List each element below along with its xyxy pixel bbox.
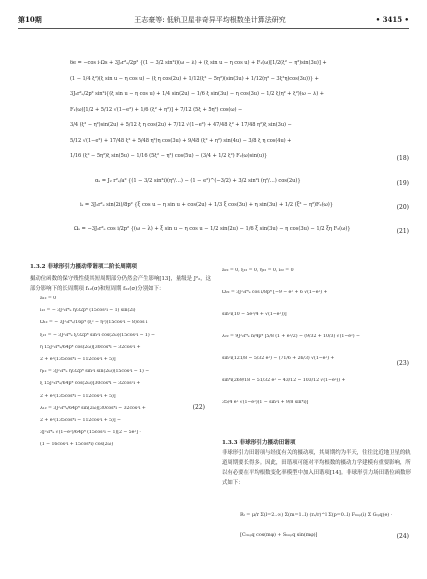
- left-eqs-line: η 15J²₂r⁴ₑ/64p⁴ cos(2ω)[30cos⁴i − 32cos²i +: [40, 344, 141, 350]
- equation-21: Ωₛ = −3J₂r²ₑ cos i/2p² {(ω − λ) + ξ sin u − η cos u − 1/2 sin(2u) − 1/6 ξ sin(3u) − η cos(3u) − 1/2 ξη F₂(ω)}: [74, 226, 351, 232]
- equation-number-24: (24): [396, 533, 409, 540]
- top-eqs-line: 1/16 (ξ² − 5η²)ξ sin(5u) − 1/16 (5ξ² − η²) cos(5u) − (3/4 + 1/2 ξ²) F₂(ω)sin(u)}: [70, 153, 268, 159]
- left-eqs-line: 2 + e²(135cos⁴i − 112cos²i + 5)] −: [40, 418, 121, 423]
- left-eqs-line: 3J²₂r⁴ₑ √(1−e²)/64p⁴ (15cos²i − 1)[2 − 5e²] ·: [40, 430, 141, 436]
- right-eqs-line: λ₂₂ = 9J²₂r⁴ₑ n/4p⁴ [5/8 (1 + e²/2) − (9/32 + 10/3) √(1−e²) −: [222, 334, 360, 339]
- right-eqs-line: sin⁴i(269/18 − 51/32 e² − 43/12 − 103/12 √(1−e²)) +: [222, 378, 346, 383]
- left-eqs-line: 2 + e²(135cos⁴i − 112cos²i + 5)]: [40, 393, 116, 399]
- running-title: 王志豪等: 低轨卫星非奇异平均根数坐计算法研究: [134, 16, 286, 24]
- left-eqs-line: η₁₂ = 3J²₂r⁴ₑ η/32p⁴ sin²i sin(2ω)(15cos²i − 1) −: [40, 369, 150, 375]
- top-eqs-line: 5/12 √(1−e²) + 17/48 ξ² + 5/48 η²)η cos(3u) + 9/48 (ξ² + η²) sin(4u) − 3/8 ξ η cos(4u) +: [70, 137, 292, 144]
- right-eqs-line: 35/4 e² √(1−e²)(1 − sin²i + 9/8 sin⁴i)]: [222, 400, 309, 405]
- equation-20: iₛ = 3J₂r²ₑ sin(2i)/8p² {ξ cos u − η sin u + cos(2u) + 1/3 ξ cos(3u) + η sin(3u) + 1/2 (ξ² − η²)F₂(ω)}: [80, 202, 333, 208]
- eq24-line: [Cₗₘₚq cos(mφ) + Sₗₘₚq sin(mφ)]: [240, 532, 318, 538]
- left-eqs-line: a₁₂ = 0: [40, 296, 57, 301]
- right-eqs-line: sin²i(10 − 5e²/4 + √(1−e²))]: [222, 312, 287, 317]
- top-eqs-line: F₁(ω)[1/2 + 5/12 √(1−e²) + 1/6 (ξ² + η²)] + 7/12 (5ξ + 5η²) cos(ω) −: [70, 106, 243, 113]
- section-heading-1-3-2: 1.3.2 非球形引力摄动带谐项二阶长周期项: [30, 264, 138, 270]
- equation-number-19: (19): [396, 180, 409, 187]
- header-rule: [18, 28, 409, 29]
- eq24-line: Rₜ = μ/r Σ(l=2..∞) Σ(m=1..l) (rₑ/r)^l Σ(p=0..l) Fₗₘₚ(i) Σ Gₗₚq(e) ·: [240, 512, 393, 518]
- left-eqs-line: 2 + e²(135cos⁴i − 112cos²i + 5)]: [40, 357, 116, 362]
- left-eqs-line: ξ 15J²₂r⁴ₑ/64p⁴ cos(2ω)[30cos⁴i − 32cos²i +: [40, 381, 141, 387]
- left-eqs-line: λ₁₂ = 3J²₂r⁴ₑ/64p⁴ sin(2ω)[30cos⁴i − 32cos²i +: [40, 405, 146, 411]
- right-eqs-line: sin²i(121/8 − 5/32 e²) − (71/6 + 26/3) √(1−e²) +: [222, 356, 335, 361]
- equation-number-21: (21): [396, 228, 409, 235]
- issue-number: 第10期: [18, 15, 42, 24]
- equation-number-18: (18): [396, 155, 409, 162]
- top-eqs-line: (1 − 1/4 ξ²)(ξ sin u − η cos u) − (ξ η cos(2u) + 1/12(ξ² − 5η²)(sin(3u) + 1/12(η³ − 3ξ²η)cos(3u))} +: [70, 75, 319, 82]
- top-eqs-line: 3/4 (ξ² − η²)sin(2u) + 5/12 ξ η cos(2u) + 7/12 √(1−e²) + 47/48 ξ² + 17/48 η²)ξ sin(3u) −: [70, 122, 292, 128]
- page-header: [0, 0, 427, 46]
- section-heading-1-3-3: 1.3.3 非球形引力摄动田谐项: [222, 440, 296, 446]
- left-eqs-line: Ω₁₂ = − 3J²₂r⁴ₑ/16p⁴ (ξ² − η²)(15cos²i − 8)cos i: [40, 320, 148, 326]
- equation-number-22: (22): [192, 404, 205, 411]
- left-eqs-line: ξ₁₂ = − 3J²₂r⁴ₑ ξ/32p⁴ sin²i cos(2ω)(15cos²i − 1) −: [40, 332, 155, 338]
- left-eqs-line: (1 − 16cos²i + 15cos⁴i) cos(2ω): [40, 442, 114, 448]
- top-eqs-line: 3J₂r²ₑ/2p² sin²i{(ξ sin u − η cos u) + 1/4 sin(2u) − 1/6 ξ sin(3u) − η cos(3u) − 1/2 ξ(η² + ξ²)(ω − λ) +: [70, 91, 324, 97]
- left-eqs-line: i₁₂ = − 3J²₂r⁴ₑ η/32p⁴ (15cos²i − 1) sin(2i): [40, 308, 136, 314]
- right-paragraph: 非球形引力田谐项与经度有关的摄动项，其周期约为半天，往往比近地卫星的轨道周期要长得多。因此，田谐项可能对平均根数的摄动力学建模有重要影响，所以有必要在平均根数变化率模型中加入田谐项[14]。非球形引力场田谐位函数形式如下：: [222, 450, 411, 486]
- equation-number-23: (23): [396, 360, 409, 367]
- left-paragraph: 摄动位函数的保守残性使其短周期部分仍然会产生影响[13]，量级是 J²₂，这部分影响下的长周期项 f₁₂(σ)和短周期 f₂₂(σ)分别如下：: [30, 276, 211, 292]
- right-eqs-line: Ω₂₂ = 3J²₂r⁴ₑ cos i/8p⁴ [−9 − e² + 6 √(1−e²) +: [222, 290, 328, 295]
- equation-19: αₛ = J₂ r²ₑ/a² {(1 − 3/2 sin²i)(η²/…) − (1 − e²)^(−3/2) + 3/2 sin²i (η²/…) cos(2u)}: [95, 178, 301, 184]
- equation-number-20: (20): [396, 204, 409, 211]
- right-eqs-line: a₂₂ = 0, ξ₂₂ = 0, η₂₂ = 0, i₂₂ = 0: [222, 268, 294, 273]
- top-eqs-line: δe = −cos i·Ωs + 3J₂r²ₑ/2p² {(1 − 3/2 sin²i)(ω − λ) + (ξ sin u − η cos u) + F₁(ω)[1/2(ξ² − η²)sin(3u)] +: [70, 60, 327, 66]
- page-number: • 3415 •: [375, 15, 409, 24]
